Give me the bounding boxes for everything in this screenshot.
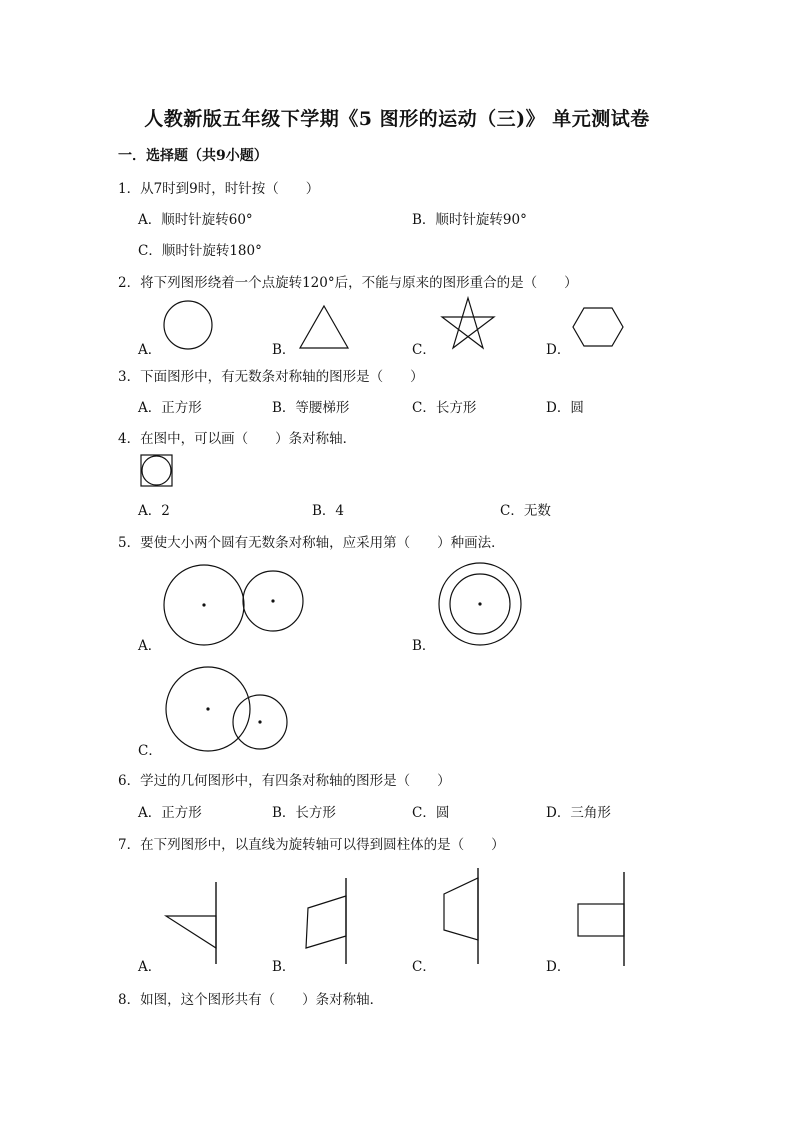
question-2-stem: 2．将下列图形绕着一个点旋转120°后，不能与原来的图形重合的是（ ） — [118, 275, 578, 291]
q5-option-b[interactable]: B． — [412, 638, 436, 654]
q3-option-a[interactable]: A．正方形 — [138, 400, 202, 416]
q4-option-a[interactable]: A．2 — [138, 503, 170, 519]
hexagon-figure — [572, 306, 624, 350]
q2-option-b[interactable]: B． — [272, 342, 296, 358]
trapezoid-with-axis-figure — [438, 866, 486, 966]
question-5-stem: 5．要使大小两个圆有无数条对称轴，应采用第（ ）种画法． — [118, 535, 505, 551]
q4-option-b[interactable]: B．4 — [312, 503, 345, 519]
q3-option-c[interactable]: C．长方形 — [412, 400, 477, 416]
q7-option-b[interactable]: B． — [272, 959, 296, 975]
question-4-stem: 4．在图中，可以画（ ）条对称轴． — [118, 431, 357, 447]
page-title: 人教新版五年级下学期《5 图形的运动（三)》 单元测试卷 — [144, 108, 650, 130]
q5-option-a[interactable]: A． — [138, 638, 162, 654]
q4-option-c[interactable]: C．无数 — [500, 503, 551, 519]
question-6-stem: 6．学过的几何图形中，有四条对称轴的图形是（ ） — [118, 773, 451, 789]
q7-option-a[interactable]: A． — [138, 959, 162, 975]
q1-option-a[interactable]: A．顺时针旋转60° — [138, 212, 253, 228]
q6-option-b[interactable]: B．长方形 — [272, 805, 336, 821]
section-heading: 一．选择题（共9小题） — [118, 148, 268, 164]
q3-option-b[interactable]: B．等腰梯形 — [272, 400, 350, 416]
q6-option-d[interactable]: D．三角形 — [546, 805, 611, 821]
q3-option-d[interactable]: D．圆 — [546, 400, 584, 416]
triangle-figure — [298, 304, 350, 350]
concentric-circles-figure — [436, 560, 524, 648]
circle-figure — [162, 300, 216, 352]
q7-option-d[interactable]: D． — [546, 959, 571, 975]
q2-option-d[interactable]: D． — [546, 342, 571, 358]
triangle-with-axis-figure — [160, 880, 224, 966]
parallelogram-with-axis-figure — [298, 876, 354, 966]
q6-option-a[interactable]: A．正方形 — [138, 805, 202, 821]
q1-option-b[interactable]: B．顺时针旋转90° — [412, 212, 527, 228]
q2-option-c[interactable]: C． — [412, 342, 436, 358]
q1-option-c[interactable]: C．顺时针旋转180° — [138, 243, 262, 259]
question-1-stem: 1．从7时到9时，时针按（ ） — [118, 181, 320, 197]
square-with-circle-figure — [140, 454, 174, 488]
q6-option-c[interactable]: C．圆 — [412, 805, 450, 821]
question-7-stem: 7．在下列图形中，以直线为旋转轴可以得到圆柱体的是（ ） — [118, 837, 505, 853]
q5-option-c[interactable]: C． — [138, 743, 162, 759]
overlapping-circles-figure — [162, 664, 292, 752]
question-3-stem: 3．下面图形中，有无数条对称轴的图形是（ ） — [118, 369, 424, 385]
question-8-stem: 8．如图，这个图形共有（ ）条对称轴． — [118, 992, 384, 1008]
rectangle-with-axis-figure — [574, 870, 630, 968]
two-adjacent-circles-figure — [160, 562, 306, 648]
star-figure — [440, 296, 496, 352]
q2-option-a[interactable]: A． — [138, 342, 162, 358]
q7-option-c[interactable]: C． — [412, 959, 436, 975]
